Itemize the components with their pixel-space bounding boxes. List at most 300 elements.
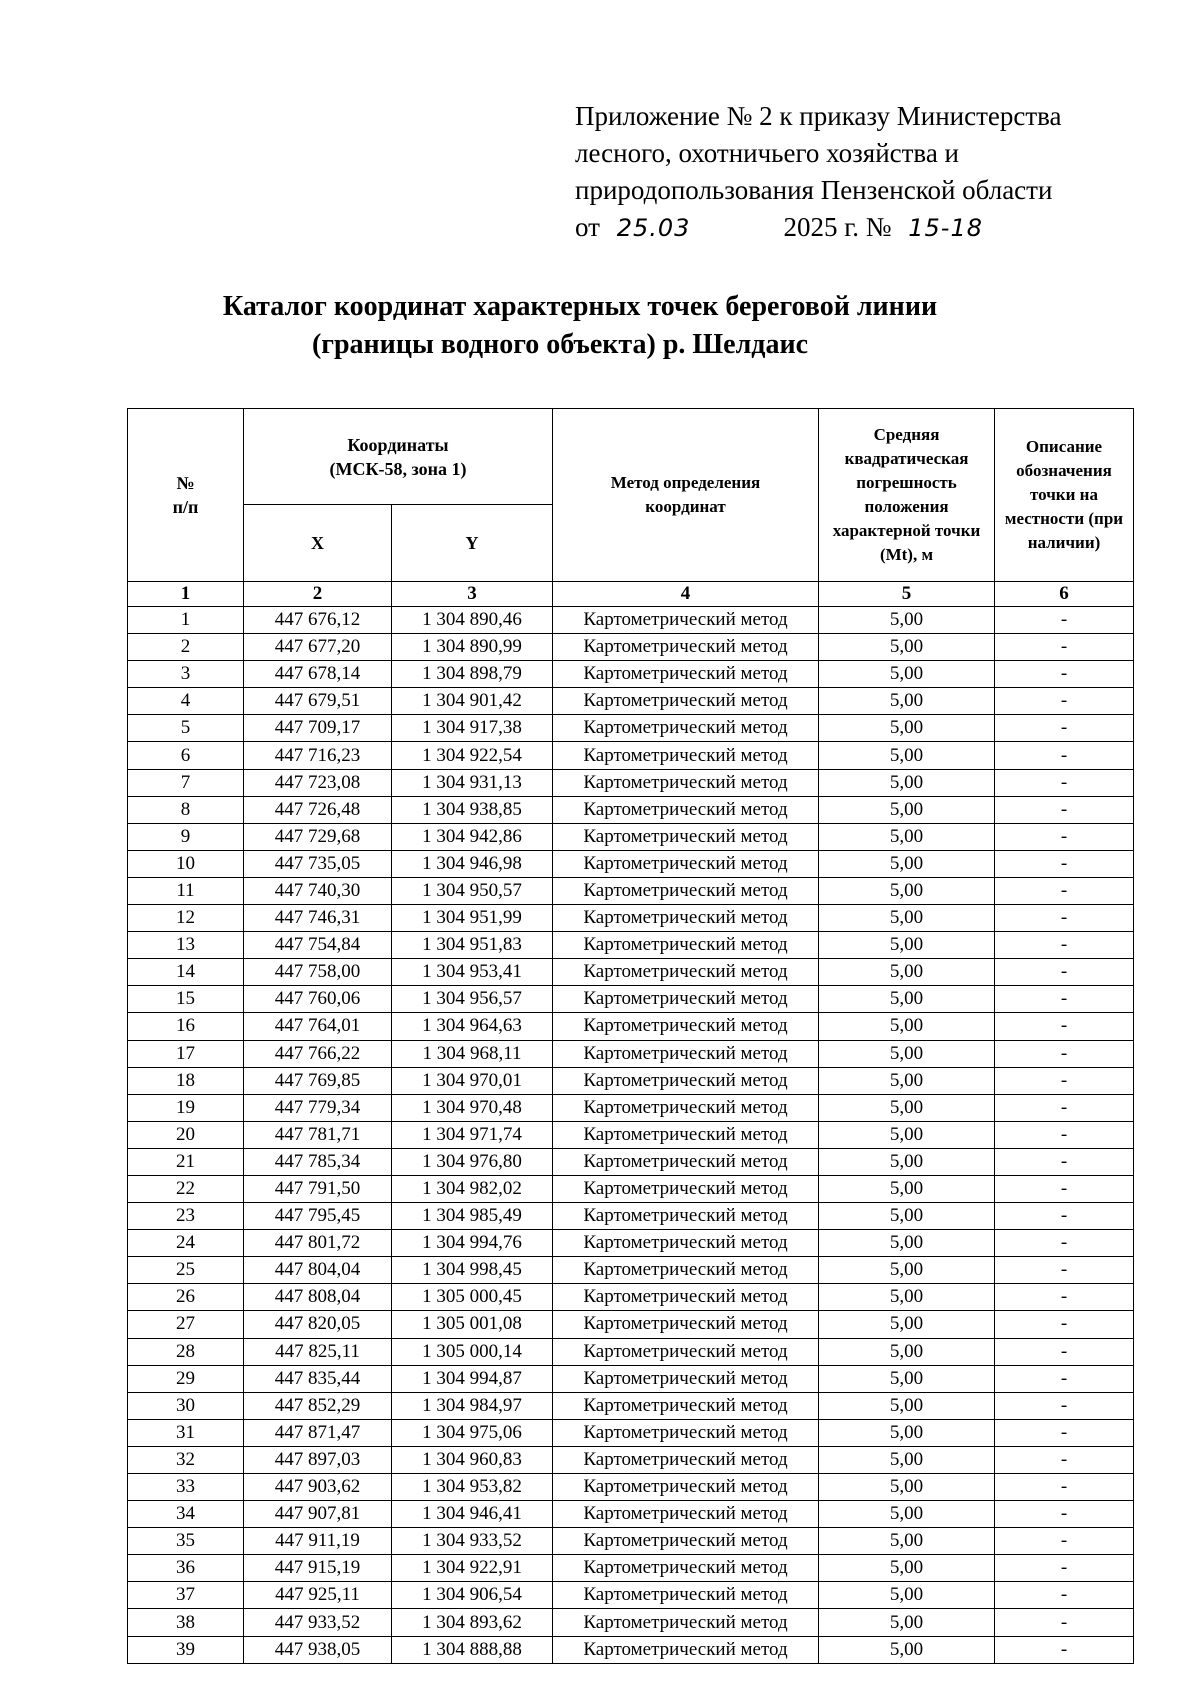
cell-description: - [995,1636,1134,1663]
cell-description: - [995,1501,1134,1528]
cell-number: 16 [128,1013,244,1040]
cell-number: 20 [128,1121,244,1148]
cell-description: - [995,1230,1134,1257]
table-row [128,1365,1134,1392]
cell-method: Картометрический метод [553,661,819,688]
cell-number: 15 [128,986,244,1013]
cell-description: - [995,607,1134,634]
cell-y: 1 304 933,52 [392,1528,553,1555]
table-row [128,1148,1134,1175]
cell-number: 1 [128,607,244,634]
table-row [128,1311,1134,1338]
cell-description: - [995,634,1134,661]
cell-error: 5,00 [819,1311,995,1338]
cell-method: Картометрический метод [553,1555,819,1582]
cell-x: 447 801,72 [244,1230,392,1257]
cell-description: - [995,1175,1134,1202]
cell-x: 447 852,29 [244,1392,392,1419]
handwritten-order-number: 15-18 [908,214,983,242]
cell-number: 14 [128,959,244,986]
column-number: 1 [128,582,244,607]
cell-x: 447 795,45 [244,1203,392,1230]
table-row [128,1555,1134,1582]
cell-error: 5,00 [819,905,995,932]
col-header-number: № п/п [128,409,244,582]
cell-y: 1 304 953,82 [392,1474,553,1501]
table-row [128,1230,1134,1257]
cell-description: - [995,1203,1134,1230]
cell-y: 1 304 951,83 [392,932,553,959]
cell-number: 18 [128,1067,244,1094]
cell-description: - [995,1121,1134,1148]
cell-y: 1 304 951,99 [392,905,553,932]
cell-number: 22 [128,1175,244,1202]
cell-error: 5,00 [819,1582,995,1609]
cell-method: Картометрический метод [553,877,819,904]
cell-x: 447 740,30 [244,877,392,904]
cell-error: 5,00 [819,634,995,661]
cell-number: 17 [128,1040,244,1067]
cell-x: 447 808,04 [244,1284,392,1311]
appendix-line-3: природопользования Пензенской области [575,175,1053,205]
cell-description: - [995,1338,1134,1365]
cell-description: - [995,1555,1134,1582]
table-row [128,1609,1134,1636]
cell-method: Картометрический метод [553,850,819,877]
cell-x: 447 723,08 [244,769,392,796]
table-row [128,715,1134,742]
cell-description: - [995,823,1134,850]
cell-x: 447 677,20 [244,634,392,661]
cell-description: - [995,1392,1134,1419]
cell-number: 34 [128,1501,244,1528]
title-line-1: Каталог координат характерных точек береговой линии [222,291,938,322]
cell-method: Картометрический метод [553,905,819,932]
cell-number: 37 [128,1582,244,1609]
cell-method: Картометрический метод [553,634,819,661]
cell-description: - [995,850,1134,877]
cell-error: 5,00 [819,1094,995,1121]
col-header-error: Средняя квадратическая погрешность положения характерной точки (Mt), м [819,409,995,582]
column-number: 2 [244,582,392,607]
cell-method: Картометрический метод [553,1230,819,1257]
cell-y: 1 304 917,38 [392,715,553,742]
cell-number: 32 [128,1446,244,1473]
cell-number: 23 [128,1203,244,1230]
cell-description: - [995,1419,1134,1446]
cell-error: 5,00 [819,1175,995,1202]
cell-error: 5,00 [819,1121,995,1148]
cell-error: 5,00 [819,1284,995,1311]
cell-error: 5,00 [819,877,995,904]
column-number: 4 [553,582,819,607]
cell-method: Картометрический метод [553,1094,819,1121]
cell-method: Картометрический метод [553,1284,819,1311]
appendix-line-1: Приложение № 2 к приказу Министерства [575,101,1062,131]
cell-y: 1 304 901,42 [392,688,553,715]
cell-error: 5,00 [819,715,995,742]
column-number: 6 [995,582,1134,607]
cell-x: 447 766,22 [244,1040,392,1067]
cell-error: 5,00 [819,1419,995,1446]
table-row [128,634,1134,661]
cell-method: Картометрический метод [553,688,819,715]
cell-description: - [995,715,1134,742]
cell-method: Картометрический метод [553,1013,819,1040]
cell-number: 29 [128,1365,244,1392]
cell-description: - [995,769,1134,796]
cell-error: 5,00 [819,769,995,796]
cell-error: 5,00 [819,959,995,986]
cell-number: 6 [128,742,244,769]
cell-x: 447 758,00 [244,959,392,986]
cell-method: Картометрический метод [553,1446,819,1473]
cell-method: Картометрический метод [553,1203,819,1230]
cell-y: 1 304 922,54 [392,742,553,769]
table-row [128,1013,1134,1040]
cell-x: 447 791,50 [244,1175,392,1202]
cell-method: Картометрический метод [553,1501,819,1528]
col-header-coordinates: Координаты (МСК-58, зона 1) [244,409,553,505]
cell-y: 1 304 893,62 [392,1609,553,1636]
cell-description: - [995,1582,1134,1609]
cell-number: 39 [128,1636,244,1663]
column-numbers-row [128,582,1134,607]
cell-description: - [995,1474,1134,1501]
cell-method: Картометрический метод [553,1175,819,1202]
cell-number: 12 [128,905,244,932]
table-row [128,1284,1134,1311]
cell-error: 5,00 [819,607,995,634]
cell-number: 4 [128,688,244,715]
cell-error: 5,00 [819,1148,995,1175]
table-row [128,850,1134,877]
cell-number: 5 [128,715,244,742]
cell-y: 1 304 968,11 [392,1040,553,1067]
cell-method: Картометрический метод [553,1311,819,1338]
cell-description: - [995,1094,1134,1121]
cell-method: Картометрический метод [553,1067,819,1094]
cell-error: 5,00 [819,1528,995,1555]
table-row [128,959,1134,986]
cell-y: 1 304 985,49 [392,1203,553,1230]
cell-error: 5,00 [819,1392,995,1419]
cell-number: 35 [128,1528,244,1555]
cell-error: 5,00 [819,1257,995,1284]
appendix-date-line [575,209,1135,247]
title-line-2: (границы водного объекта) р. Шелдаис [311,329,809,360]
cell-error: 5,00 [819,1365,995,1392]
cell-number: 38 [128,1609,244,1636]
cell-y: 1 304 994,87 [392,1365,553,1392]
cell-description: - [995,959,1134,986]
cell-description: - [995,1013,1134,1040]
cell-y: 1 304 922,91 [392,1555,553,1582]
cell-description: - [995,877,1134,904]
cell-number: 24 [128,1230,244,1257]
cell-description: - [995,986,1134,1013]
cell-y: 1 304 906,54 [392,1582,553,1609]
table-row [128,1636,1134,1663]
cell-method: Картометрический метод [553,769,819,796]
cell-error: 5,00 [819,1203,995,1230]
cell-x: 447 897,03 [244,1446,392,1473]
cell-number: 30 [128,1392,244,1419]
cell-method: Картометрический метод [553,823,819,850]
table-row [128,1582,1134,1609]
cell-x: 447 676,12 [244,607,392,634]
cell-x: 447 679,51 [244,688,392,715]
cell-x: 447 746,31 [244,905,392,932]
cell-x: 447 835,44 [244,1365,392,1392]
cell-x: 447 925,11 [244,1582,392,1609]
cell-error: 5,00 [819,1067,995,1094]
cell-y: 1 304 998,45 [392,1257,553,1284]
cell-number: 3 [128,661,244,688]
cell-y: 1 305 000,45 [392,1284,553,1311]
table-row [128,1040,1134,1067]
cell-error: 5,00 [819,1446,995,1473]
cell-description: - [995,796,1134,823]
table-row [128,688,1134,715]
table-row [128,1446,1134,1473]
cell-error: 5,00 [819,932,995,959]
cell-x: 447 938,05 [244,1636,392,1663]
cell-x: 447 760,06 [244,986,392,1013]
cell-x: 447 709,17 [244,715,392,742]
cell-method: Картометрический метод [553,742,819,769]
cell-error: 5,00 [819,1609,995,1636]
cell-y: 1 304 953,41 [392,959,553,986]
appendix-line-2: лесного, охотничьего хозяйства и [575,138,959,168]
cell-error: 5,00 [819,688,995,715]
cell-description: - [995,742,1134,769]
cell-number: 21 [128,1148,244,1175]
cell-number: 8 [128,796,244,823]
cell-error: 5,00 [819,986,995,1013]
cell-error: 5,00 [819,1230,995,1257]
cell-x: 447 735,05 [244,850,392,877]
cell-error: 5,00 [819,1474,995,1501]
cell-error: 5,00 [819,1338,995,1365]
cell-number: 36 [128,1555,244,1582]
cell-x: 447 785,34 [244,1148,392,1175]
table-row [128,607,1134,634]
table-row [128,986,1134,1013]
cell-description: - [995,905,1134,932]
cell-y: 1 304 946,98 [392,850,553,877]
cell-number: 19 [128,1094,244,1121]
table-row [128,932,1134,959]
year-text: 2025 г. № [783,212,892,242]
cell-y: 1 304 982,02 [392,1175,553,1202]
cell-number: 7 [128,769,244,796]
cell-number: 10 [128,850,244,877]
cell-y: 1 304 890,99 [392,634,553,661]
cell-x: 447 729,68 [244,823,392,850]
cell-description: - [995,1311,1134,1338]
column-number: 3 [392,582,553,607]
cell-number: 26 [128,1284,244,1311]
table-row [128,877,1134,904]
cell-y: 1 304 975,06 [392,1419,553,1446]
cell-x: 447 716,23 [244,742,392,769]
cell-description: - [995,932,1134,959]
cell-method: Картометрический метод [553,1148,819,1175]
cell-y: 1 304 970,01 [392,1067,553,1094]
cell-method: Картометрический метод [553,1609,819,1636]
table-row [128,823,1134,850]
cell-number: 28 [128,1338,244,1365]
cell-y: 1 304 931,13 [392,769,553,796]
cell-error: 5,00 [819,823,995,850]
column-number: 5 [819,582,995,607]
cell-method: Картометрический метод [553,1040,819,1067]
cell-error: 5,00 [819,796,995,823]
cell-x: 447 911,19 [244,1528,392,1555]
cell-description: - [995,661,1134,688]
cell-number: 25 [128,1257,244,1284]
cell-method: Картометрический метод [553,1582,819,1609]
table-row [128,796,1134,823]
cell-error: 5,00 [819,850,995,877]
cell-x: 447 820,05 [244,1311,392,1338]
table-row [128,1392,1134,1419]
cell-error: 5,00 [819,1013,995,1040]
cell-description: - [995,1148,1134,1175]
table-row [128,661,1134,688]
cell-x: 447 871,47 [244,1419,392,1446]
cell-method: Картометрический метод [553,932,819,959]
cell-number: 9 [128,823,244,850]
table-row [128,905,1134,932]
cell-y: 1 304 960,83 [392,1446,553,1473]
document-title [0,288,1200,364]
cell-x: 447 903,62 [244,1474,392,1501]
cell-error: 5,00 [819,1555,995,1582]
cell-description: - [995,1609,1134,1636]
cell-method: Картометрический метод [553,715,819,742]
cell-y: 1 304 888,88 [392,1636,553,1663]
table-row [128,1338,1134,1365]
appendix-header [575,98,1135,247]
cell-description: - [995,688,1134,715]
cell-y: 1 304 964,63 [392,1013,553,1040]
cell-y: 1 304 898,79 [392,661,553,688]
cell-method: Картометрический метод [553,1257,819,1284]
col-header-method: Метод определения координат [553,409,819,582]
table-row [128,1528,1134,1555]
table-row [128,1121,1134,1148]
cell-x: 447 726,48 [244,796,392,823]
date-prefix: от [575,212,600,242]
cell-y: 1 304 971,74 [392,1121,553,1148]
cell-x: 447 825,11 [244,1338,392,1365]
cell-method: Картометрический метод [553,1419,819,1446]
cell-y: 1 304 984,97 [392,1392,553,1419]
cell-x: 447 907,81 [244,1501,392,1528]
cell-method: Картометрический метод [553,1392,819,1419]
table-row [128,1175,1134,1202]
cell-error: 5,00 [819,742,995,769]
table-row [128,769,1134,796]
cell-error: 5,00 [819,1501,995,1528]
table-row [128,1474,1134,1501]
cell-y: 1 304 970,48 [392,1094,553,1121]
cell-number: 11 [128,877,244,904]
cell-description: - [995,1067,1134,1094]
cell-y: 1 304 938,85 [392,796,553,823]
cell-y: 1 304 942,86 [392,823,553,850]
cell-method: Картометрический метод [553,796,819,823]
cell-method: Картометрический метод [553,1474,819,1501]
cell-error: 5,00 [819,661,995,688]
cell-method: Картометрический метод [553,1636,819,1663]
cell-y: 1 304 994,76 [392,1230,553,1257]
cell-method: Картометрический метод [553,1528,819,1555]
cell-x: 447 764,01 [244,1013,392,1040]
col-header-x: X [244,505,392,582]
cell-y: 1 304 946,41 [392,1501,553,1528]
cell-method: Картометрический метод [553,607,819,634]
cell-method: Картометрический метод [553,1338,819,1365]
cell-x: 447 781,71 [244,1121,392,1148]
cell-x: 447 915,19 [244,1555,392,1582]
coordinates-table [127,408,1134,1664]
cell-error: 5,00 [819,1636,995,1663]
cell-x: 447 754,84 [244,932,392,959]
table-row [128,1501,1134,1528]
cell-description: - [995,1284,1134,1311]
col-header-y: Y [392,505,553,582]
cell-description: - [995,1528,1134,1555]
table-row [128,1203,1134,1230]
cell-y: 1 304 956,57 [392,986,553,1013]
cell-description: - [995,1257,1134,1284]
cell-y: 1 304 950,57 [392,877,553,904]
handwritten-date: 25.03 [616,214,691,242]
cell-y: 1 304 890,46 [392,607,553,634]
cell-description: - [995,1040,1134,1067]
table-row [128,1419,1134,1446]
table-row [128,1257,1134,1284]
cell-method: Картометрический метод [553,986,819,1013]
cell-number: 2 [128,634,244,661]
cell-method: Картометрический метод [553,959,819,986]
cell-number: 27 [128,1311,244,1338]
cell-x: 447 678,14 [244,661,392,688]
col-header-description: Описание обозначения точки на местности (при наличии) [995,409,1134,582]
table-row [128,1067,1134,1094]
table-row [128,1094,1134,1121]
cell-description: - [995,1446,1134,1473]
cell-x: 447 779,34 [244,1094,392,1121]
table-row [128,742,1134,769]
cell-x: 447 769,85 [244,1067,392,1094]
cell-y: 1 305 000,14 [392,1338,553,1365]
cell-method: Картометрический метод [553,1121,819,1148]
cell-method: Картометрический метод [553,1365,819,1392]
cell-x: 447 933,52 [244,1609,392,1636]
cell-number: 33 [128,1474,244,1501]
cell-description: - [995,1365,1134,1392]
cell-y: 1 305 001,08 [392,1311,553,1338]
cell-error: 5,00 [819,1040,995,1067]
cell-number: 13 [128,932,244,959]
cell-y: 1 304 976,80 [392,1148,553,1175]
cell-number: 31 [128,1419,244,1446]
cell-x: 447 804,04 [244,1257,392,1284]
